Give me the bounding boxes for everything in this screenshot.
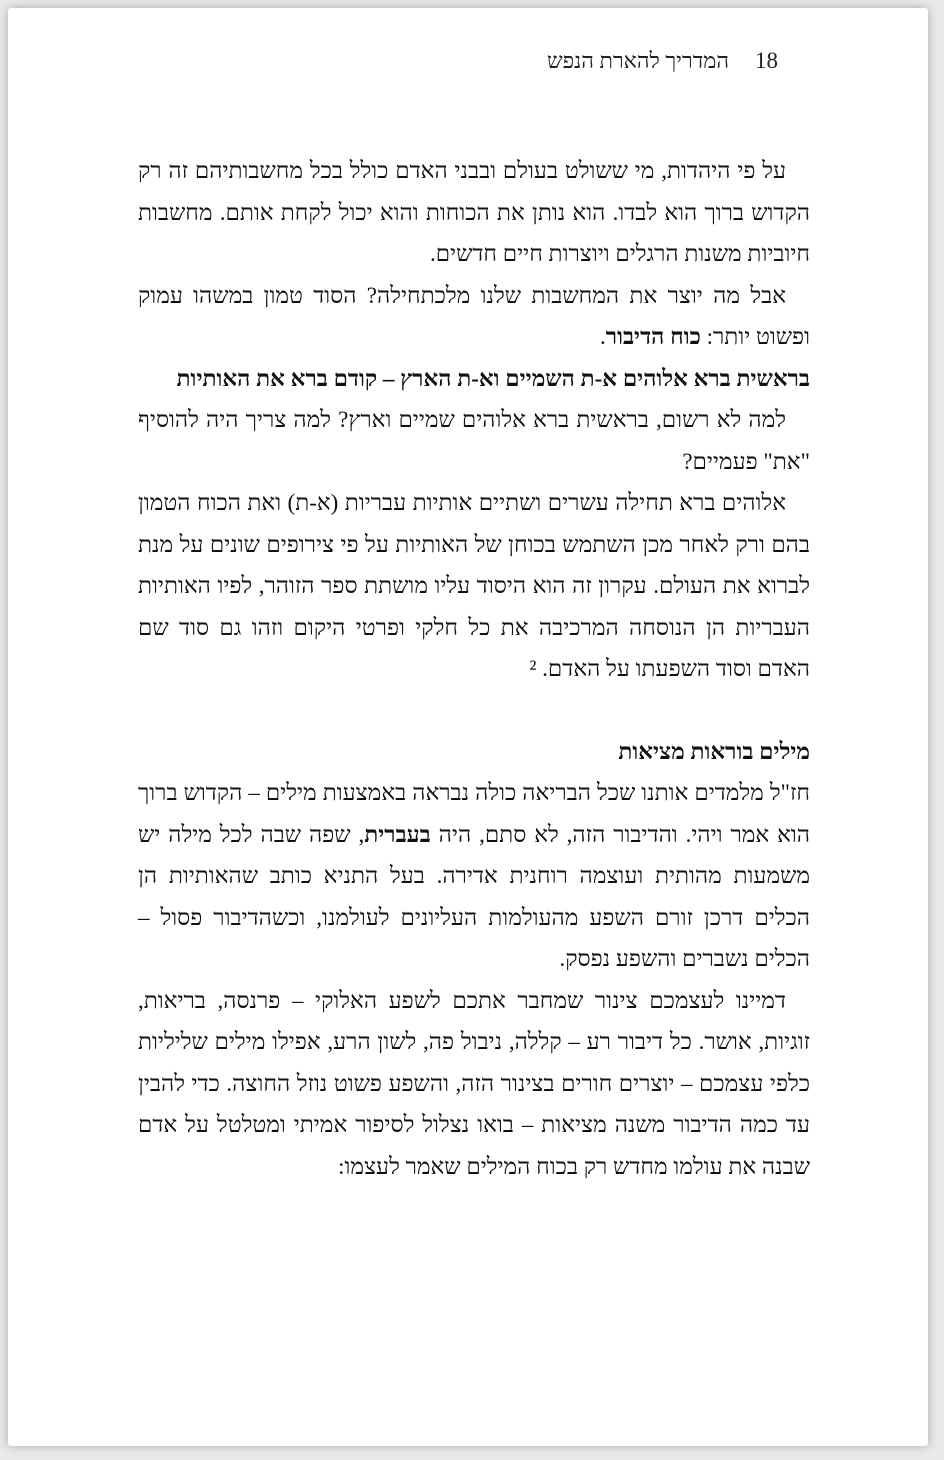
- paragraph-3: למה לא רשום, בראשית ברא אלוהים שמיים וארץ? למה צריך היה להוסיף "את" פעמיים?: [138, 407, 810, 474]
- paragraph-5-end: , שפה שבה לכל מילה יש משמעות מהותית ועוצמה רוחנית אדירה. בעל התניא כותב שהאותיות הן הכלים דרכן זורם השפע מהעולמות העליונים לעולמנו, וכשהדיבור פסול – הכלים נשברים והשפע נפסק.: [138, 821, 810, 971]
- paragraph-2-bold: כוח הדיבור: [605, 324, 701, 349]
- paragraph-5-bold: בעברית: [364, 821, 431, 847]
- footnote-marker: ²: [529, 656, 537, 681]
- paragraph-2-text: אבל מה יוצר את המחשבות שלנו מלכתחילה? הסוד טמון במשהו עמוק ופשוט יותר:: [138, 282, 810, 349]
- paragraph-2-end: .: [600, 324, 606, 349]
- paragraph-5: [138, 772, 810, 980]
- page-header: [547, 48, 778, 74]
- paragraph-2: [138, 275, 810, 358]
- page-number: 18: [755, 48, 778, 73]
- section-spacer: [138, 690, 810, 731]
- paragraph-6: דמיינו לעצמכם צינור שמחבר אתכם לשפע האלוקי – פרנסה, בריאות, זוגיות, אושר. כל דיבור רע – קללה, ניבול פה, לשון הרע, אפילו מילים שליליות כלפי עצמכם – יוצרים חורים בצינור הזה, והשפע פשוט נוזל החוצה. כדי להבין עד כמה הדיבור משנה מציאות – בואו נצלול לסיפור אמיתי ומטלטל על אדם שבנה את עולמו מחדש רק בכוח המילים שאמר לעצמו:: [138, 987, 810, 1179]
- section-heading-2: מילים בוראות מציאות: [618, 738, 810, 764]
- book-page: [8, 8, 928, 1446]
- paragraph-4-text: אלוהים ברא תחילה עשרים ושתיים אותיות עבריות (א-ת) ואת הכוח הטמון בהם ורק לאחר מכן השתמש בכוחן של האותיות על פי צירופים שונים על מנת לברוא את העולם. עקרון זה הוא היסוד עליו מושתת ספר הזוהר, לפיו האותיות העבריות הן הנוסחה המרכיבה את כל חלקי ופרטי היקום וזהו גם סוד שם האדם וסוד השפעתו על האדם.: [138, 490, 810, 681]
- paragraph-4: [138, 482, 810, 690]
- page-content: [138, 150, 810, 1187]
- section-heading-1: בראשית ברא אלוהים א-ת השמיים וא-ת הארץ – קודם ברא את האותיות: [176, 365, 810, 391]
- paragraph-1: על פי היהדות, מי ששולט בעולם ובבני האדם כולל בכל מחשבותיהם זה רק הקדוש ברוך הוא לבדו. הוא נותן את הכוחות והוא יכול לקחת אותם. מחשבות חיוביות משנות הרגלים ויוצרות חיים חדשים.: [138, 158, 810, 266]
- paragraph-5-text: חז"ל מלמדים אותנו שכל הבריאה כולה נבראה באמצעות מילים – הקדוש ברוך הוא אמר ויהי. והדיבור הזה, לא סתם, היה: [138, 780, 811, 847]
- book-title: המדריך להארת הנפש: [547, 48, 729, 73]
